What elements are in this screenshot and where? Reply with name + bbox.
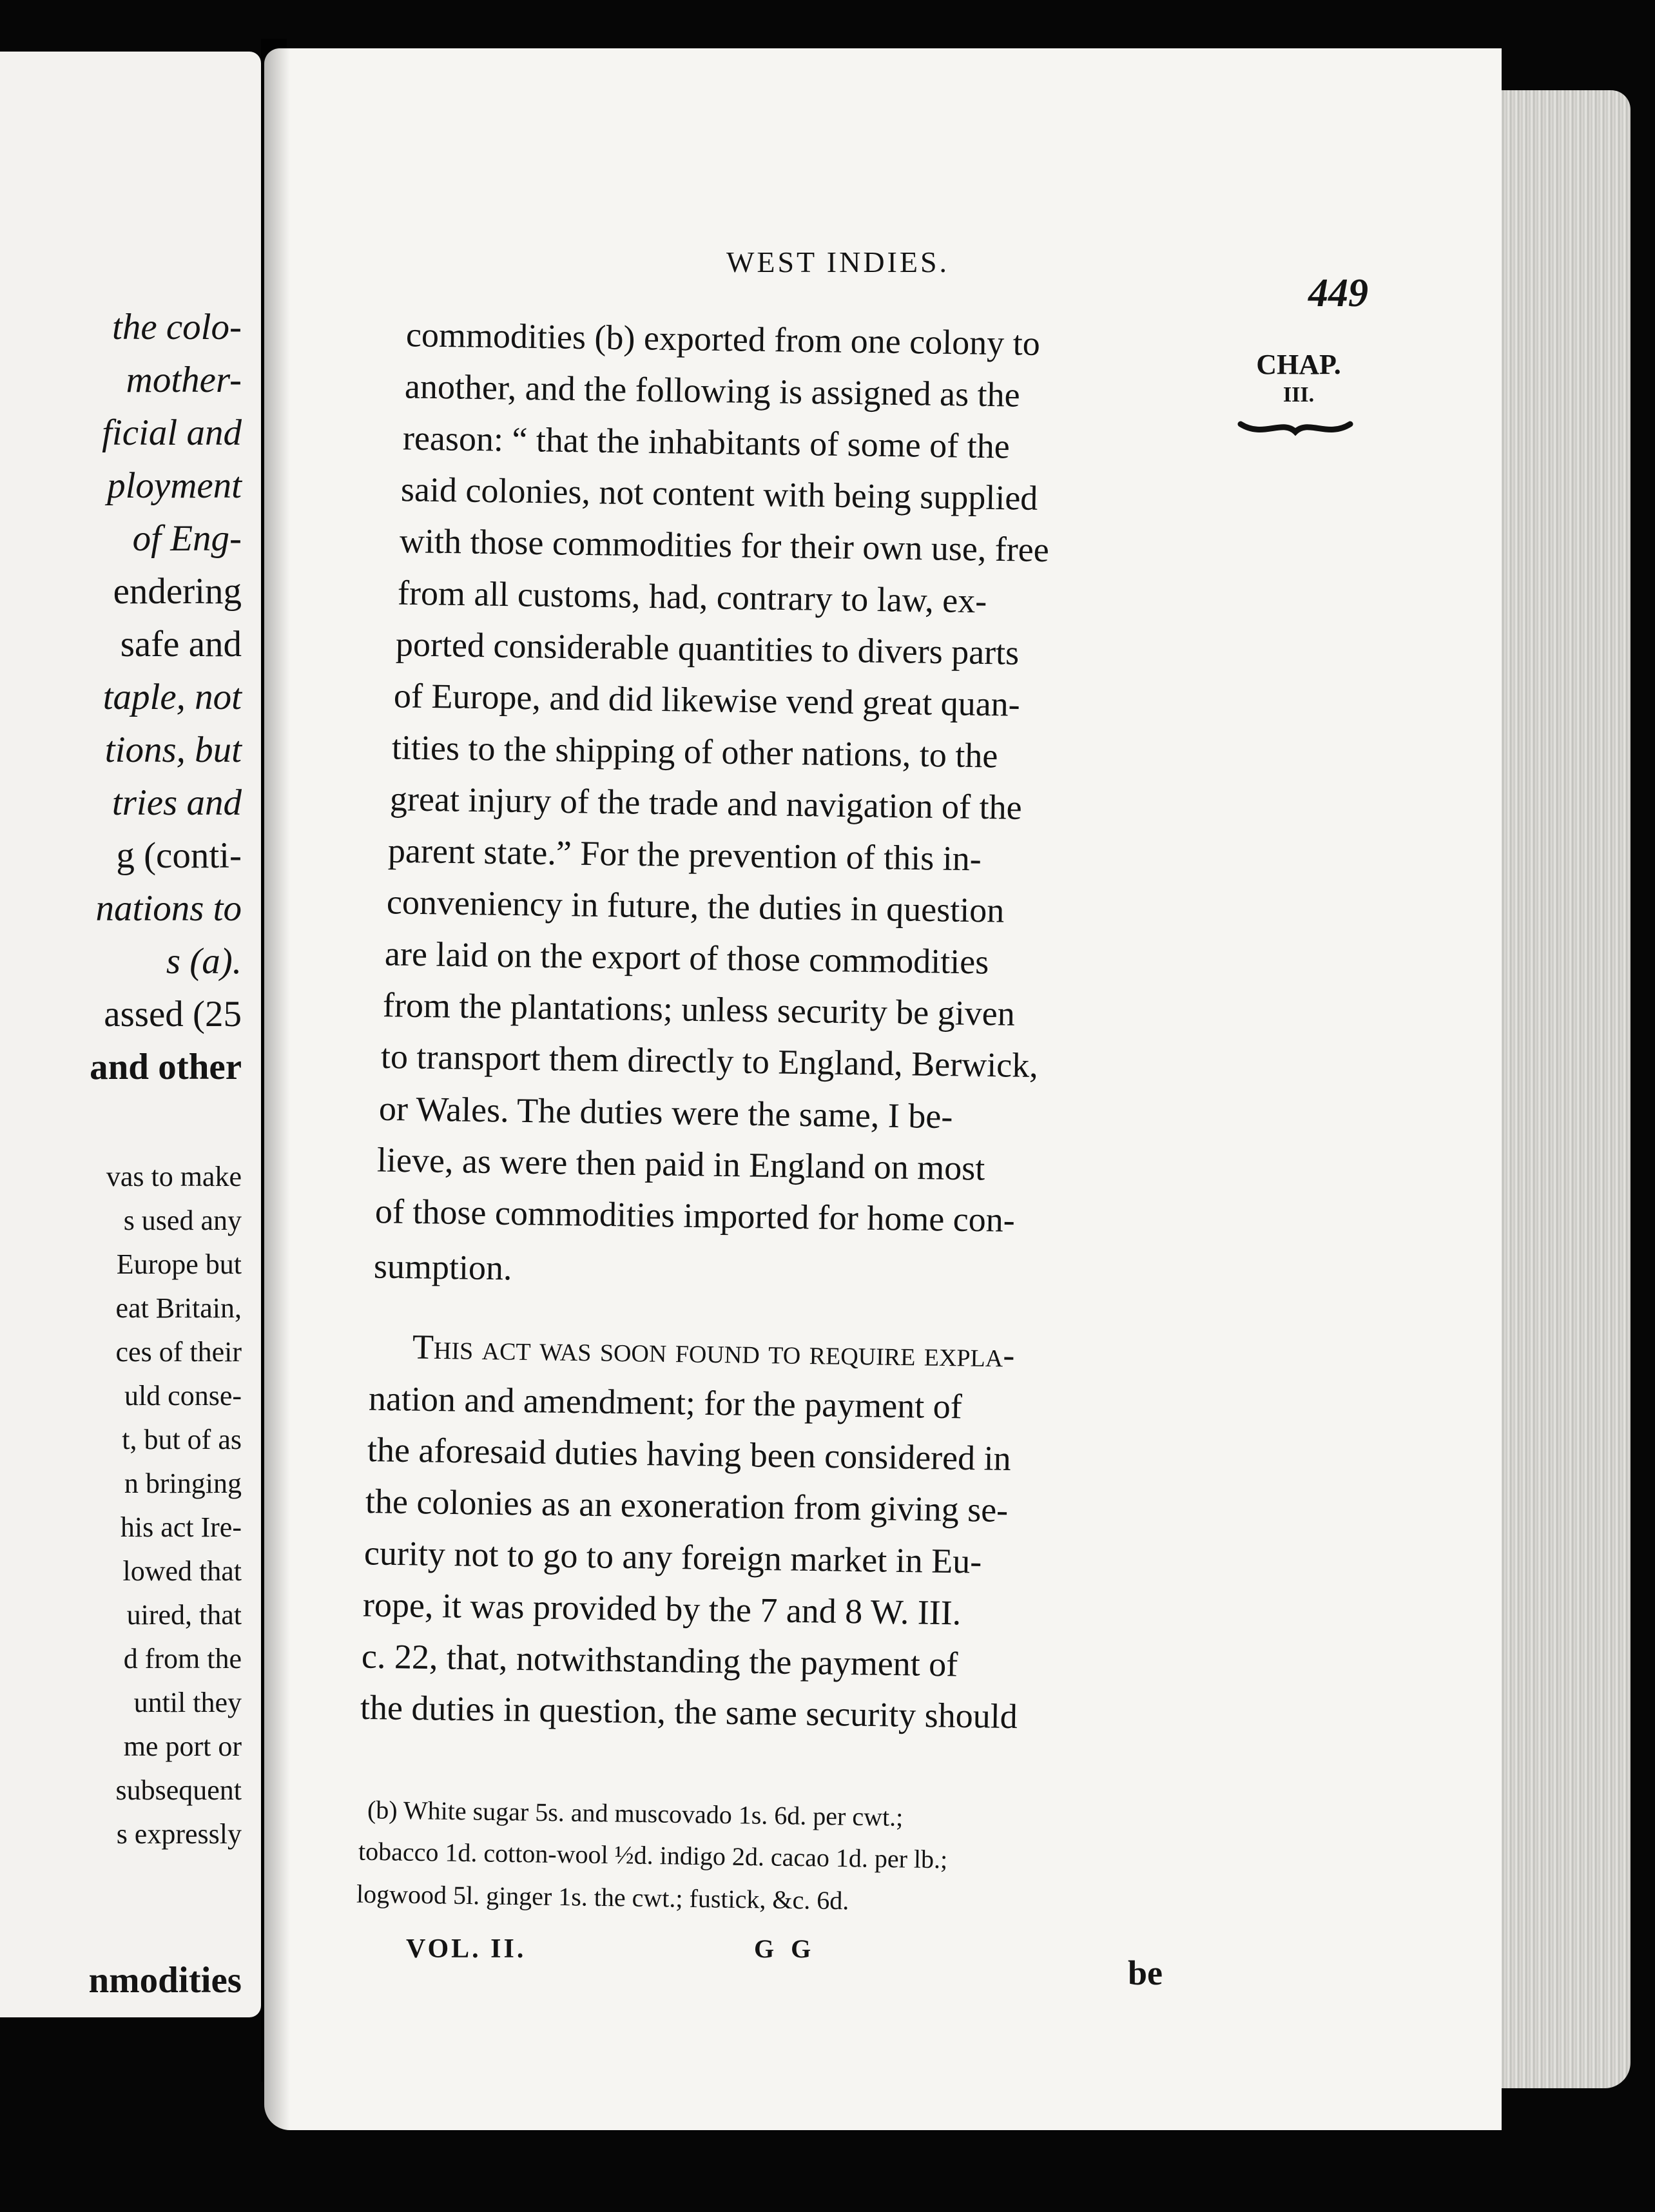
left-line: of Eng- xyxy=(132,518,242,559)
left-line: n bringing xyxy=(124,1468,242,1499)
body-line-text: or Wales. The duties were the same, I be- xyxy=(378,1089,953,1136)
left-line: eat Britain, xyxy=(115,1292,242,1324)
left-line: endering xyxy=(113,571,242,612)
page-number: 449 xyxy=(1308,271,1368,315)
left-line: until they xyxy=(133,1687,242,1718)
left-line: ces of their xyxy=(115,1336,242,1368)
fold-shadow xyxy=(264,48,290,2130)
body-line-text: commodities (b) exported from one colony to xyxy=(405,315,1041,363)
left-line: s expressly xyxy=(116,1818,242,1850)
body-line-text: great injury of the trade and navigation of the xyxy=(389,779,1023,827)
body-line-text: c. 22, that, notwithstanding the payment of xyxy=(361,1636,958,1684)
left-line: s (a). xyxy=(166,941,242,982)
left-line: tries and xyxy=(111,782,242,823)
body-line-text: with those commodities for their own use, free xyxy=(399,521,1050,570)
chapter-number: III. xyxy=(1282,383,1315,407)
left-line: t, but of as xyxy=(122,1424,242,1455)
left-line: and other xyxy=(90,1047,242,1087)
left-line: assed (25 xyxy=(104,994,242,1034)
left-line: nations to xyxy=(95,888,242,929)
body-line-text: the duties in question, the same security should xyxy=(360,1687,1018,1736)
body-line-text: nation and amendment; for the payment of xyxy=(368,1379,963,1426)
body-line-text: ported considerable quantities to divers parts xyxy=(395,625,1020,672)
body-line-text: conveniency in future, the duties in question xyxy=(386,882,1005,930)
catchword: be xyxy=(1128,1954,1163,1992)
footnote-line-text: logwood 5l. ginger 1s. the cwt.; fustick, &c. 6d. xyxy=(356,1879,849,1916)
left-line: ployment xyxy=(107,465,242,506)
gathering-signature-mark: G G xyxy=(754,1934,817,1963)
body-line-text: to transport them directly to England, Berwick, xyxy=(380,1036,1039,1085)
body-line-text: the aforesaid duties having been considered in xyxy=(367,1430,1012,1478)
volume-signature: VOL. II. xyxy=(406,1934,527,1964)
body-line-text: another, and the following is assigned as the xyxy=(404,367,1020,414)
body-line-text: This act was soon found to require expla- xyxy=(412,1327,1015,1375)
body-line-text: said colonies, not content with being supplied xyxy=(400,470,1038,518)
body-line-text: the colonies as an exoneration from giving se- xyxy=(365,1482,1009,1529)
left-line: Europe but xyxy=(116,1248,242,1280)
left-line: me port or xyxy=(123,1731,242,1762)
body-line-text: of Europe, and did likewise vend great quan- xyxy=(393,676,1021,724)
left-line: d from the xyxy=(123,1643,242,1674)
left-line: s used any xyxy=(123,1205,242,1236)
left-line: lowed that xyxy=(122,1555,242,1587)
chapter-brace-ornament xyxy=(1237,412,1353,445)
left-facing-page xyxy=(0,52,261,2017)
left-line: his act Ire- xyxy=(120,1511,242,1543)
footnote-line-text: (b) White sugar 5s. and muscovado 1s. 6d. per cwt.; xyxy=(367,1795,904,1832)
running-head: WEST INDIES. xyxy=(726,246,950,278)
footnote-line-text: tobacco 1d. cotton-wool ½d. indigo 2d. cacao 1d. per lb.; xyxy=(358,1836,948,1874)
body-line-text: parent state.” For the prevention of this in- xyxy=(387,831,982,878)
left-line: vas to make xyxy=(106,1161,242,1192)
body-line-text: reason: “ that the inhabitants of some of the xyxy=(402,418,1011,466)
left-line: taple, not xyxy=(102,677,242,717)
body-line-text: lieve, as were then paid in England on most xyxy=(376,1140,985,1188)
left-line: tions, but xyxy=(104,730,242,770)
left-line: safe and xyxy=(120,624,242,665)
body-line-text: sumption. xyxy=(373,1247,512,1288)
body-line-text: tities to the shipping of other nations, to the xyxy=(391,728,998,775)
left-line: subsequent xyxy=(115,1774,242,1806)
left-line: ficial and xyxy=(102,412,242,453)
body-line-text: curity not to go to any foreign market in Eu- xyxy=(363,1533,982,1581)
body-line-text: of those commodities imported for home con- xyxy=(374,1192,1016,1239)
left-line: uld conse- xyxy=(124,1380,242,1412)
body-line-text: are laid on the export of those commodities xyxy=(384,934,989,982)
left-line: uired, that xyxy=(126,1599,242,1631)
body-line-text: from all customs, had, contrary to law, ex- xyxy=(397,573,987,621)
left-line: nmodities xyxy=(88,1960,242,2001)
left-line: g (conti- xyxy=(116,835,242,876)
body-line-text: rope, it was provided by the 7 and 8 W. III. xyxy=(362,1585,962,1633)
body-line-text: from the plantations; unless security be given xyxy=(382,985,1016,1033)
chapter-label: CHAP. xyxy=(1256,349,1341,380)
left-line: mother- xyxy=(126,360,242,400)
left-line: the colo- xyxy=(111,307,242,347)
